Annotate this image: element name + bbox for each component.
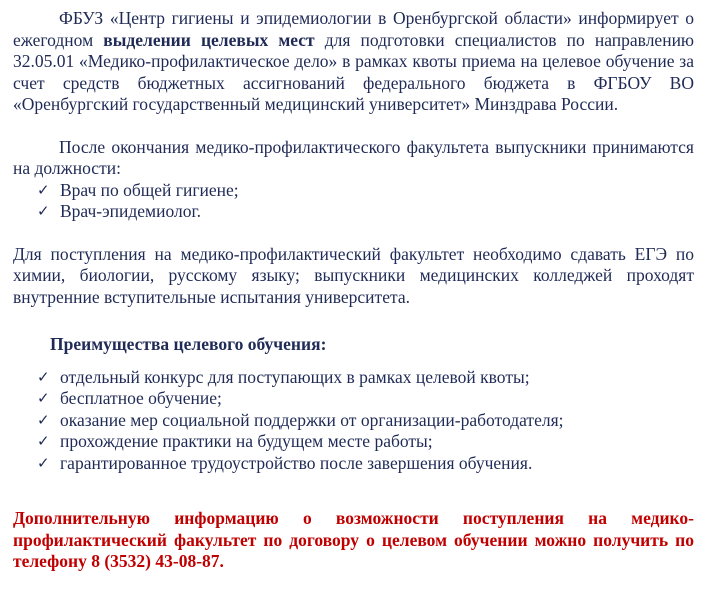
list-item: ✓ гарантированное трудоустройство после завершения обучения. [37, 452, 533, 473]
checkmark-icon: ✓ [37, 180, 50, 199]
intro-text-end: для подготовки специалистов по направлению 32.05.01 «Медико-профилактическое дело» в рамках квоты приема на целевое обучение за счет средств бюджетных ассигнований федерального бюджета в ФГБОУ ВО «Оренбургский государственный медицинский университет» Минздрава России. [13, 29, 695, 114]
intro-paragraph [13, 8, 694, 116]
checkmark-icon: ✓ [37, 367, 50, 386]
checkmark-icon: ✓ [37, 202, 50, 220]
intro-bold-phrase: выделении целевых мест [103, 29, 315, 50]
intro-text-start: ФБУЗ «Центр гигиены и эпидемиологии в Оренбургской области» информирует о ежегодном [13, 8, 694, 50]
list-item: ✓ оказание мер социальной поддержки от организации-работодателя; [37, 409, 564, 430]
checkmark-icon: ✓ [37, 453, 50, 472]
checkmark-icon: ✓ [37, 410, 50, 429]
contact-info: Дополнительную информацию о возможности поступления на медико-профилактический факультет по договору о целевом обучении можно получить по телефону 8 (3532) 43-08-87. [13, 508, 694, 571]
checkmark-icon: ✓ [37, 432, 50, 450]
advantages-list [13, 367, 694, 475]
list-item: ✓ отдельный конкурс для поступающих в рамках целевой квоты; [37, 366, 530, 387]
advantages-heading: Преимущества целевого обучения: [50, 334, 327, 354]
list-item: ✓ Врач по общей гигиене; [37, 179, 239, 200]
list-item: ✓ бесплатное обучение; [37, 388, 222, 408]
admission-paragraph: Для поступления на медико-профилактический факультет необходимо сдавать ЕГЭ по химии, биологии, русскому языку; выпускники медицинских колледжей проходят внутренние вступительные испытания университета. [13, 243, 694, 307]
list-item: ✓ прохождение практики на будущем месте работы; [37, 431, 433, 451]
checkmark-icon: ✓ [37, 389, 50, 407]
positions-paragraph: После окончания медико-профилактического факультета выпускники принимаются на должности: [13, 136, 694, 178]
positions-list [13, 180, 694, 223]
list-item: ✓ Врач-эпидемиолог. [37, 201, 202, 221]
